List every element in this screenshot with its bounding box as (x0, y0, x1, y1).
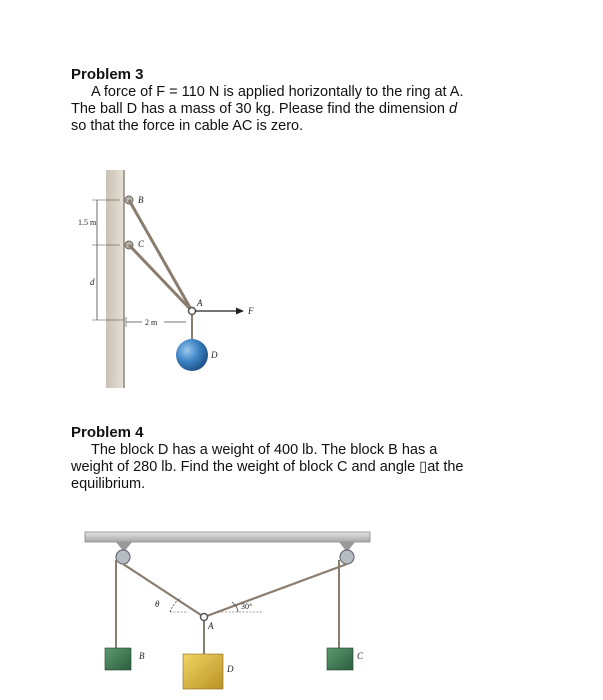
dim-d-label: d (90, 277, 95, 287)
problem-4-line-2: weight of 280 lb. Find the weight of block C and angle ▯at the (71, 459, 464, 475)
left-pulley (116, 550, 130, 564)
missing-glyph-box: ▯ (419, 459, 428, 475)
cable-right-diagonal (204, 564, 347, 617)
ceiling-beam (85, 532, 370, 542)
problem-4-line-1: The block D has a weight of 400 lb. The block B has a (91, 442, 438, 458)
label-D: D (211, 350, 218, 360)
right-pulley (340, 550, 354, 564)
block-D (183, 654, 223, 689)
label-A-problem-4: A (208, 621, 214, 631)
label-A: A (197, 298, 203, 308)
ring-A-problem-4 (201, 614, 208, 621)
label-C: C (138, 239, 145, 249)
block-B (105, 648, 131, 670)
label-B-problem-4: B (139, 651, 145, 661)
label-B: B (138, 195, 144, 205)
problem-3-line-3: so that the force in cable AC is zero. (71, 118, 304, 134)
label-theta: θ (155, 599, 160, 609)
block-C (327, 648, 353, 670)
problem-3-line-1: A force of F = 110 N is applied horizontally to the ring at A. (91, 84, 464, 100)
problem-3-line-2: The ball D has a mass of 30 kg. Please find the dimension d (71, 101, 458, 117)
label-30-degrees: 30° (241, 602, 253, 611)
label-F: F (248, 306, 254, 316)
cable-left-diagonal (123, 564, 204, 617)
label-C-problem-4: C (357, 651, 364, 661)
dim-2m-label: 2 m (145, 318, 158, 327)
problem-3-title: Problem 3 (71, 66, 144, 83)
dim-1-5m-label: 1.5 m (78, 218, 97, 227)
problem-4-title: Problem 4 (71, 424, 144, 441)
label-D-problem-4: D (227, 664, 234, 674)
problem-4-line-3: equilibrium. (71, 476, 146, 492)
